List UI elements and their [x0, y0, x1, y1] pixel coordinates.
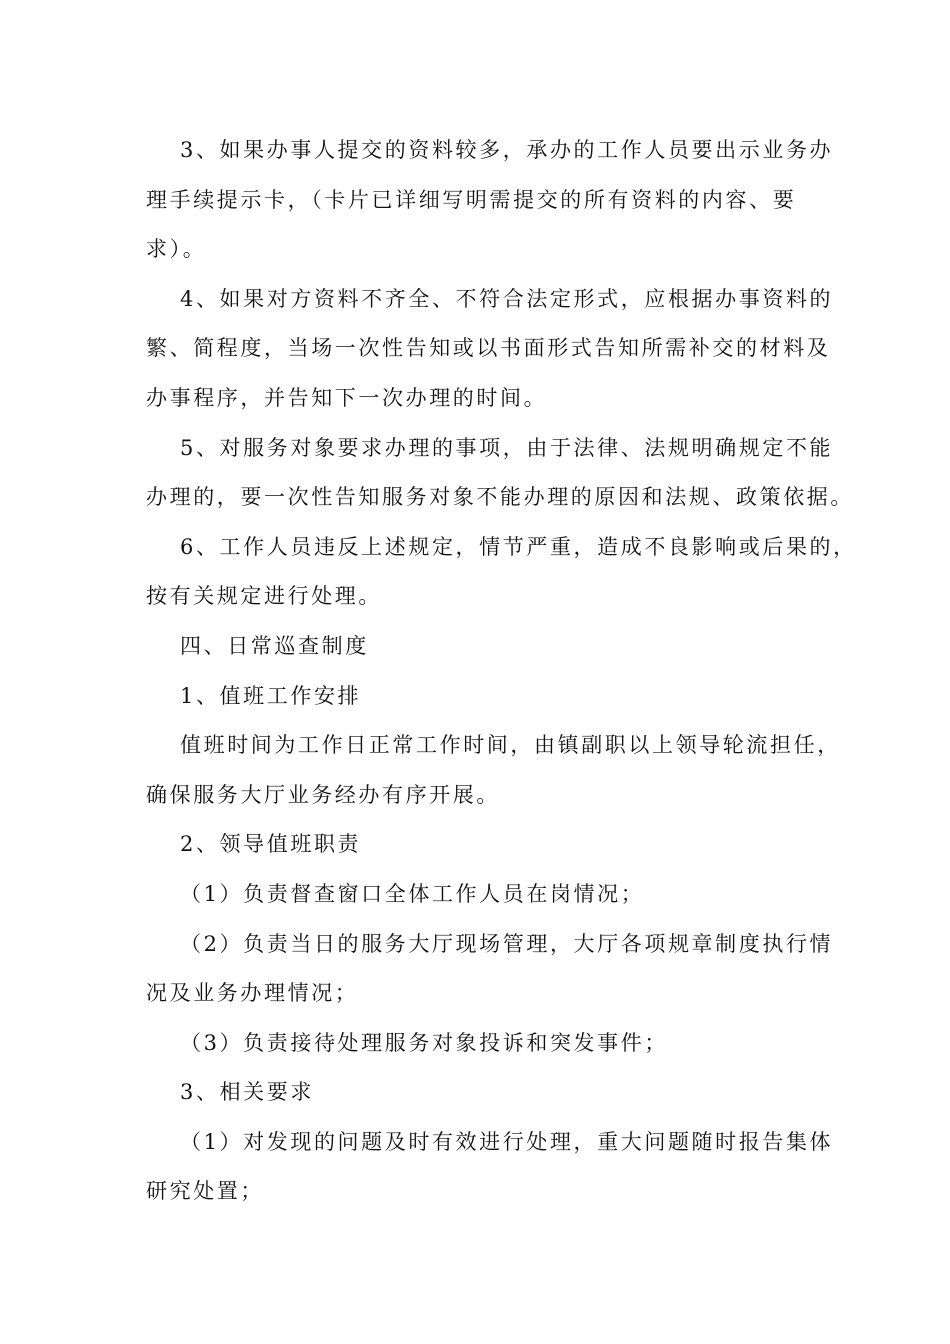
- subheading-duty-arrangement: [146, 672, 826, 722]
- subheading-leader-duties: [146, 820, 826, 870]
- text-line: 6、工作人员违反上述规定，情节严重，造成不良影响或后果的，: [180, 534, 857, 559]
- text-line: 确保服务大厅业务经办有序开展。: [146, 782, 500, 807]
- text-line: 2、领导值班职责: [180, 832, 362, 857]
- section-heading-daily-inspection: [146, 622, 826, 672]
- paragraph-item-4: [146, 275, 834, 424]
- text-line: 4、如果对方资料不齐全、不符合法定形式，应根据办事资料的: [180, 286, 834, 311]
- text-line: 1、值班工作安排: [180, 683, 362, 708]
- text-line: 求）。: [146, 237, 207, 262]
- paragraph-duty-2: [146, 920, 834, 1019]
- paragraph-requirement-1: [146, 1118, 834, 1217]
- text-line: 理手续提示卡，（卡片已详细写明需提交的所有资料的内容、要: [146, 187, 797, 212]
- paragraph-item-3: [146, 126, 834, 275]
- text-line: 5、对服务对象要求办理的事项，由于法律、法规明确规定不能: [180, 435, 834, 460]
- text-line: 办理的，要一次性告知服务对象不能办理的原因和法规、政策依据。: [146, 485, 854, 510]
- text-line: 值班时间为工作日正常工作时间，由镇副职以上领导轮流担任，: [180, 733, 841, 758]
- text-line: 况及业务办理情况；: [146, 981, 359, 1006]
- text-line: 研究处置；: [146, 1179, 264, 1204]
- text-line: （2）负责当日的服务大厅现场管理，大厅各项规章制度执行情: [180, 931, 834, 956]
- text-line: 按有关规定进行处理。: [146, 584, 382, 609]
- text-line: 办事程序，并告知下一次办理的时间。: [146, 385, 548, 410]
- document-body: [146, 126, 857, 1217]
- text-line: （3）负责接待处理服务对象投诉和突发事件；: [180, 1030, 668, 1055]
- text-line: （1）对发现的问题及时有效进行处理，重大问题随时报告集体: [180, 1129, 834, 1154]
- text-line: 3、相关要求: [180, 1080, 314, 1105]
- text-line: （1）负责督查窗口全体工作人员在岗情况；: [180, 881, 645, 906]
- paragraph-item-6: [146, 523, 857, 622]
- text-line: 四、日常巡查制度: [180, 633, 369, 658]
- paragraph-duty-1: [146, 870, 826, 920]
- paragraph-duty-3: [146, 1019, 826, 1069]
- paragraph-item-5: [146, 424, 854, 523]
- text-line: 3、如果办事人提交的资料较多，承办的工作人员要出示业务办: [180, 138, 834, 162]
- paragraph-duty-time: [146, 721, 841, 820]
- subheading-requirements: [146, 1068, 826, 1118]
- text-line: 繁、简程度，当场一次性告知或以书面形式告知所需补交的材料及: [146, 336, 831, 361]
